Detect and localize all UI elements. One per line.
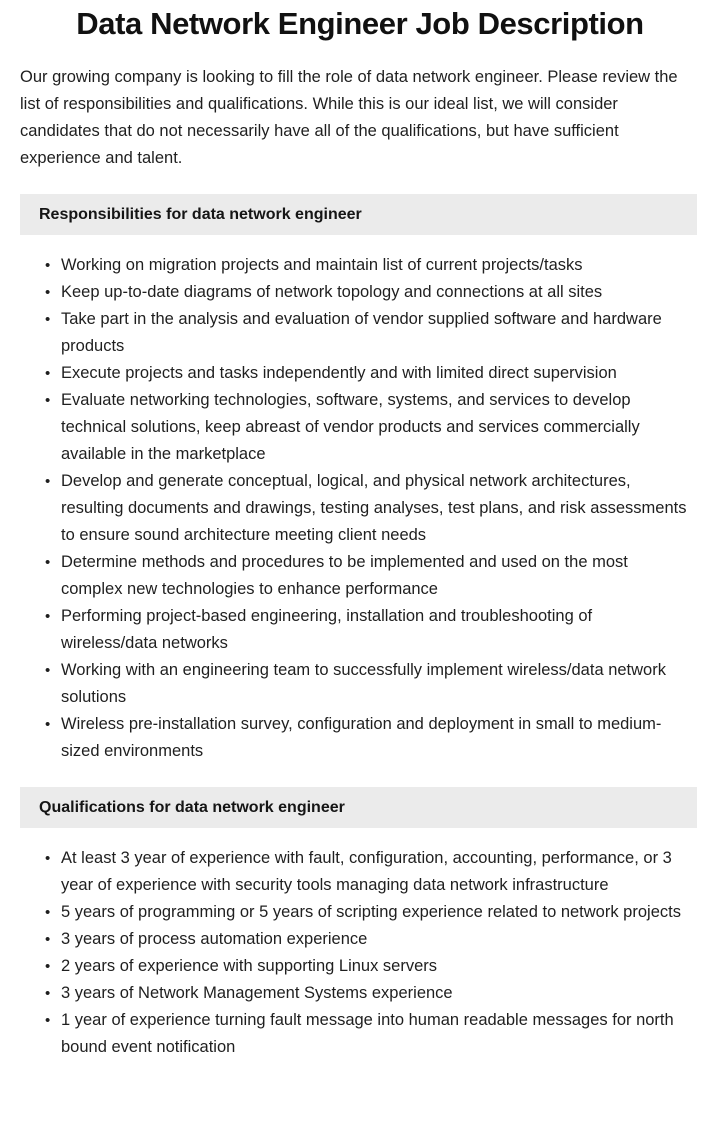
section-heading-label: Qualifications for data network engineer xyxy=(39,799,345,816)
qualifications-list xyxy=(0,828,720,1061)
bottom-spacer xyxy=(0,1061,720,1079)
list-item: • 2 years of experience with supporting Linux servers xyxy=(45,953,692,980)
list-item: • 5 years of programming or 5 years of scripting experience related to network projects xyxy=(45,899,692,926)
list-item: • Working on migration projects and maintain list of current projects/tasks xyxy=(45,252,692,279)
list-item: • Execute projects and tasks independently and with limited direct supervision xyxy=(45,360,692,387)
intro-paragraph: Our growing company is looking to fill the role of data network engineer. Please review the list of responsibilities and qualifications. While this is our ideal list, we will consider candidates that do not necessarily have all of the qualifications, but have sufficient experience and talent. xyxy=(20,68,678,167)
section-heading-label: Responsibilities for data network engineer xyxy=(39,206,362,223)
list-item: • Take part in the analysis and evaluation of vendor supplied software and hardware products xyxy=(45,306,692,360)
section-responsibilities xyxy=(0,194,720,765)
list-item: • 1 year of experience turning fault message into human readable messages for north bound event notification xyxy=(45,1007,692,1061)
responsibilities-list xyxy=(0,235,720,765)
list-item: • 3 years of Network Management Systems experience xyxy=(45,980,692,1007)
list-item: • 3 years of process automation experience xyxy=(45,926,692,953)
list-item: • Working with an engineering team to successfully implement wireless/data network solutions xyxy=(45,657,692,711)
list-item: • At least 3 year of experience with fault, configuration, accounting, performance, or 3 year of experience with security tools managing data network infrastructure xyxy=(45,845,692,899)
section-header-responsibilities xyxy=(20,194,697,235)
section-header-qualifications xyxy=(20,787,697,828)
section-qualifications xyxy=(0,787,720,1061)
page-title: Data Network Engineer Job Description xyxy=(76,6,644,41)
list-item: • Determine methods and procedures to be implemented and used on the most complex new technologies to enhance performance xyxy=(45,549,692,603)
list-item: • Performing project-based engineering, installation and troubleshooting of wireless/data networks xyxy=(45,603,692,657)
list-item: • Evaluate networking technologies, software, systems, and services to develop technical solutions, keep abreast of vendor products and services commercially available in the marketplace xyxy=(45,387,692,468)
list-item: • Develop and generate conceptual, logical, and physical network architectures, resulting documents and drawings, testing analyses, test plans, and risk assessments to ensure sound architecture meeting client needs xyxy=(45,468,692,549)
list-item: • Wireless pre-installation survey, configuration and deployment in small to medium-sized environments xyxy=(45,711,692,765)
list-item: • Keep up-to-date diagrams of network topology and connections at all sites xyxy=(45,279,692,306)
